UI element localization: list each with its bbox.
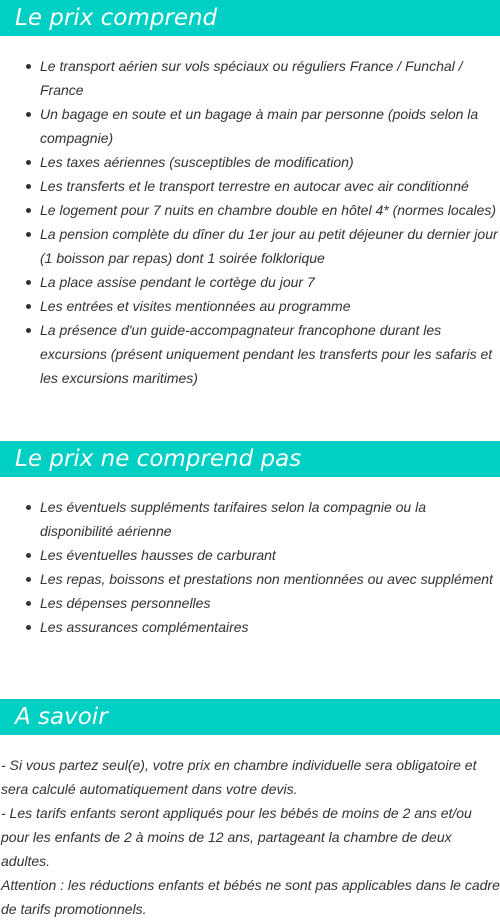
list-item-text: Les taxes aériennes (susceptibles de modification) <box>40 154 354 170</box>
list-item-text: Les éventuelles hausses de carburant <box>40 547 276 563</box>
bullet-icon <box>26 64 31 69</box>
excludes-list <box>0 477 500 639</box>
list-item <box>0 591 500 615</box>
bullet-icon <box>26 232 31 237</box>
list-item <box>0 318 500 390</box>
bullet-icon <box>26 208 31 213</box>
list-item <box>0 54 500 102</box>
list-item <box>0 270 500 294</box>
list-item <box>0 102 500 150</box>
bullet-icon <box>26 280 31 285</box>
includes-list <box>0 36 500 390</box>
list-item <box>0 615 500 639</box>
list-item-text: La pension complète du dîner du 1er jour au petit déjeuner du dernier jour (1 boisson par repas) dont 1 soirée folklorique <box>40 226 498 266</box>
list-item-text: Les éventuels suppléments tarifaires selon la compagnie ou la disponibilité aérienne <box>40 499 427 539</box>
list-item-text: Les dépenses personnelles <box>40 595 211 611</box>
list-item <box>0 198 500 222</box>
bullet-icon <box>26 505 31 510</box>
section-title-includes: Le prix comprend <box>0 0 500 36</box>
list-item-text: Les transferts et le transport terrestre en autocar avec air conditionné <box>40 178 469 194</box>
list-item <box>0 294 500 318</box>
note-paragraph: - Les tarifs enfants seront appliqués pour les bébés de moins de 2 ans et/ou pour les enfants de 2 à moins de 12 ans, partageant la chambre de deux adultes. <box>1 805 472 869</box>
bullet-icon <box>26 553 31 558</box>
list-item-text: Le logement pour 7 nuits en chambre double en hôtel 4* (normes locales) <box>40 202 497 218</box>
section-excludes <box>0 441 500 639</box>
section-includes <box>0 0 500 390</box>
notes-body <box>0 735 500 921</box>
list-item-text: Les entrées et visites mentionnées au programme <box>40 298 351 314</box>
list-item <box>0 495 500 543</box>
list-item-text: La présence d'un guide-accompagnateur francophone durant les excursions (présent uniquement pendant les transferts pour les safaris et les excursions maritimes) <box>40 322 493 386</box>
list-item <box>0 567 500 591</box>
bullet-icon <box>26 304 31 309</box>
bullet-icon <box>26 112 31 117</box>
bullet-icon <box>26 160 31 165</box>
bullet-icon <box>26 184 31 189</box>
bullet-icon <box>26 601 31 606</box>
list-item <box>0 543 500 567</box>
section-notes <box>0 699 500 921</box>
note-paragraph: - Si vous partez seul(e), votre prix en chambre individuelle sera obligatoire et sera calculé automatiquement dans votre devis. <box>1 757 477 797</box>
list-item <box>0 150 500 174</box>
list-item-text: Les repas, boissons et prestations non mentionnées ou avec supplément <box>40 571 493 587</box>
bullet-icon <box>26 625 31 630</box>
list-item-text: Les assurances complémentaires <box>40 619 249 635</box>
list-item <box>0 174 500 198</box>
note-paragraph: Attention : les réductions enfants et bébés ne sont pas applicables dans le cadre de tarifs promotionnels. <box>1 877 500 917</box>
bullet-icon <box>26 577 31 582</box>
list-item-text: Le transport aérien sur vols spéciaux ou réguliers France / Funchal / France <box>40 58 463 98</box>
bullet-icon <box>26 328 31 333</box>
section-title-excludes: Le prix ne comprend pas <box>0 441 500 477</box>
section-title-notes: A savoir <box>0 699 500 735</box>
list-item-text: Un bagage en soute et un bagage à main par personne (poids selon la compagnie) <box>40 106 479 146</box>
list-item-text: La place assise pendant le cortège du jour 7 <box>40 274 315 290</box>
list-item <box>0 222 500 270</box>
